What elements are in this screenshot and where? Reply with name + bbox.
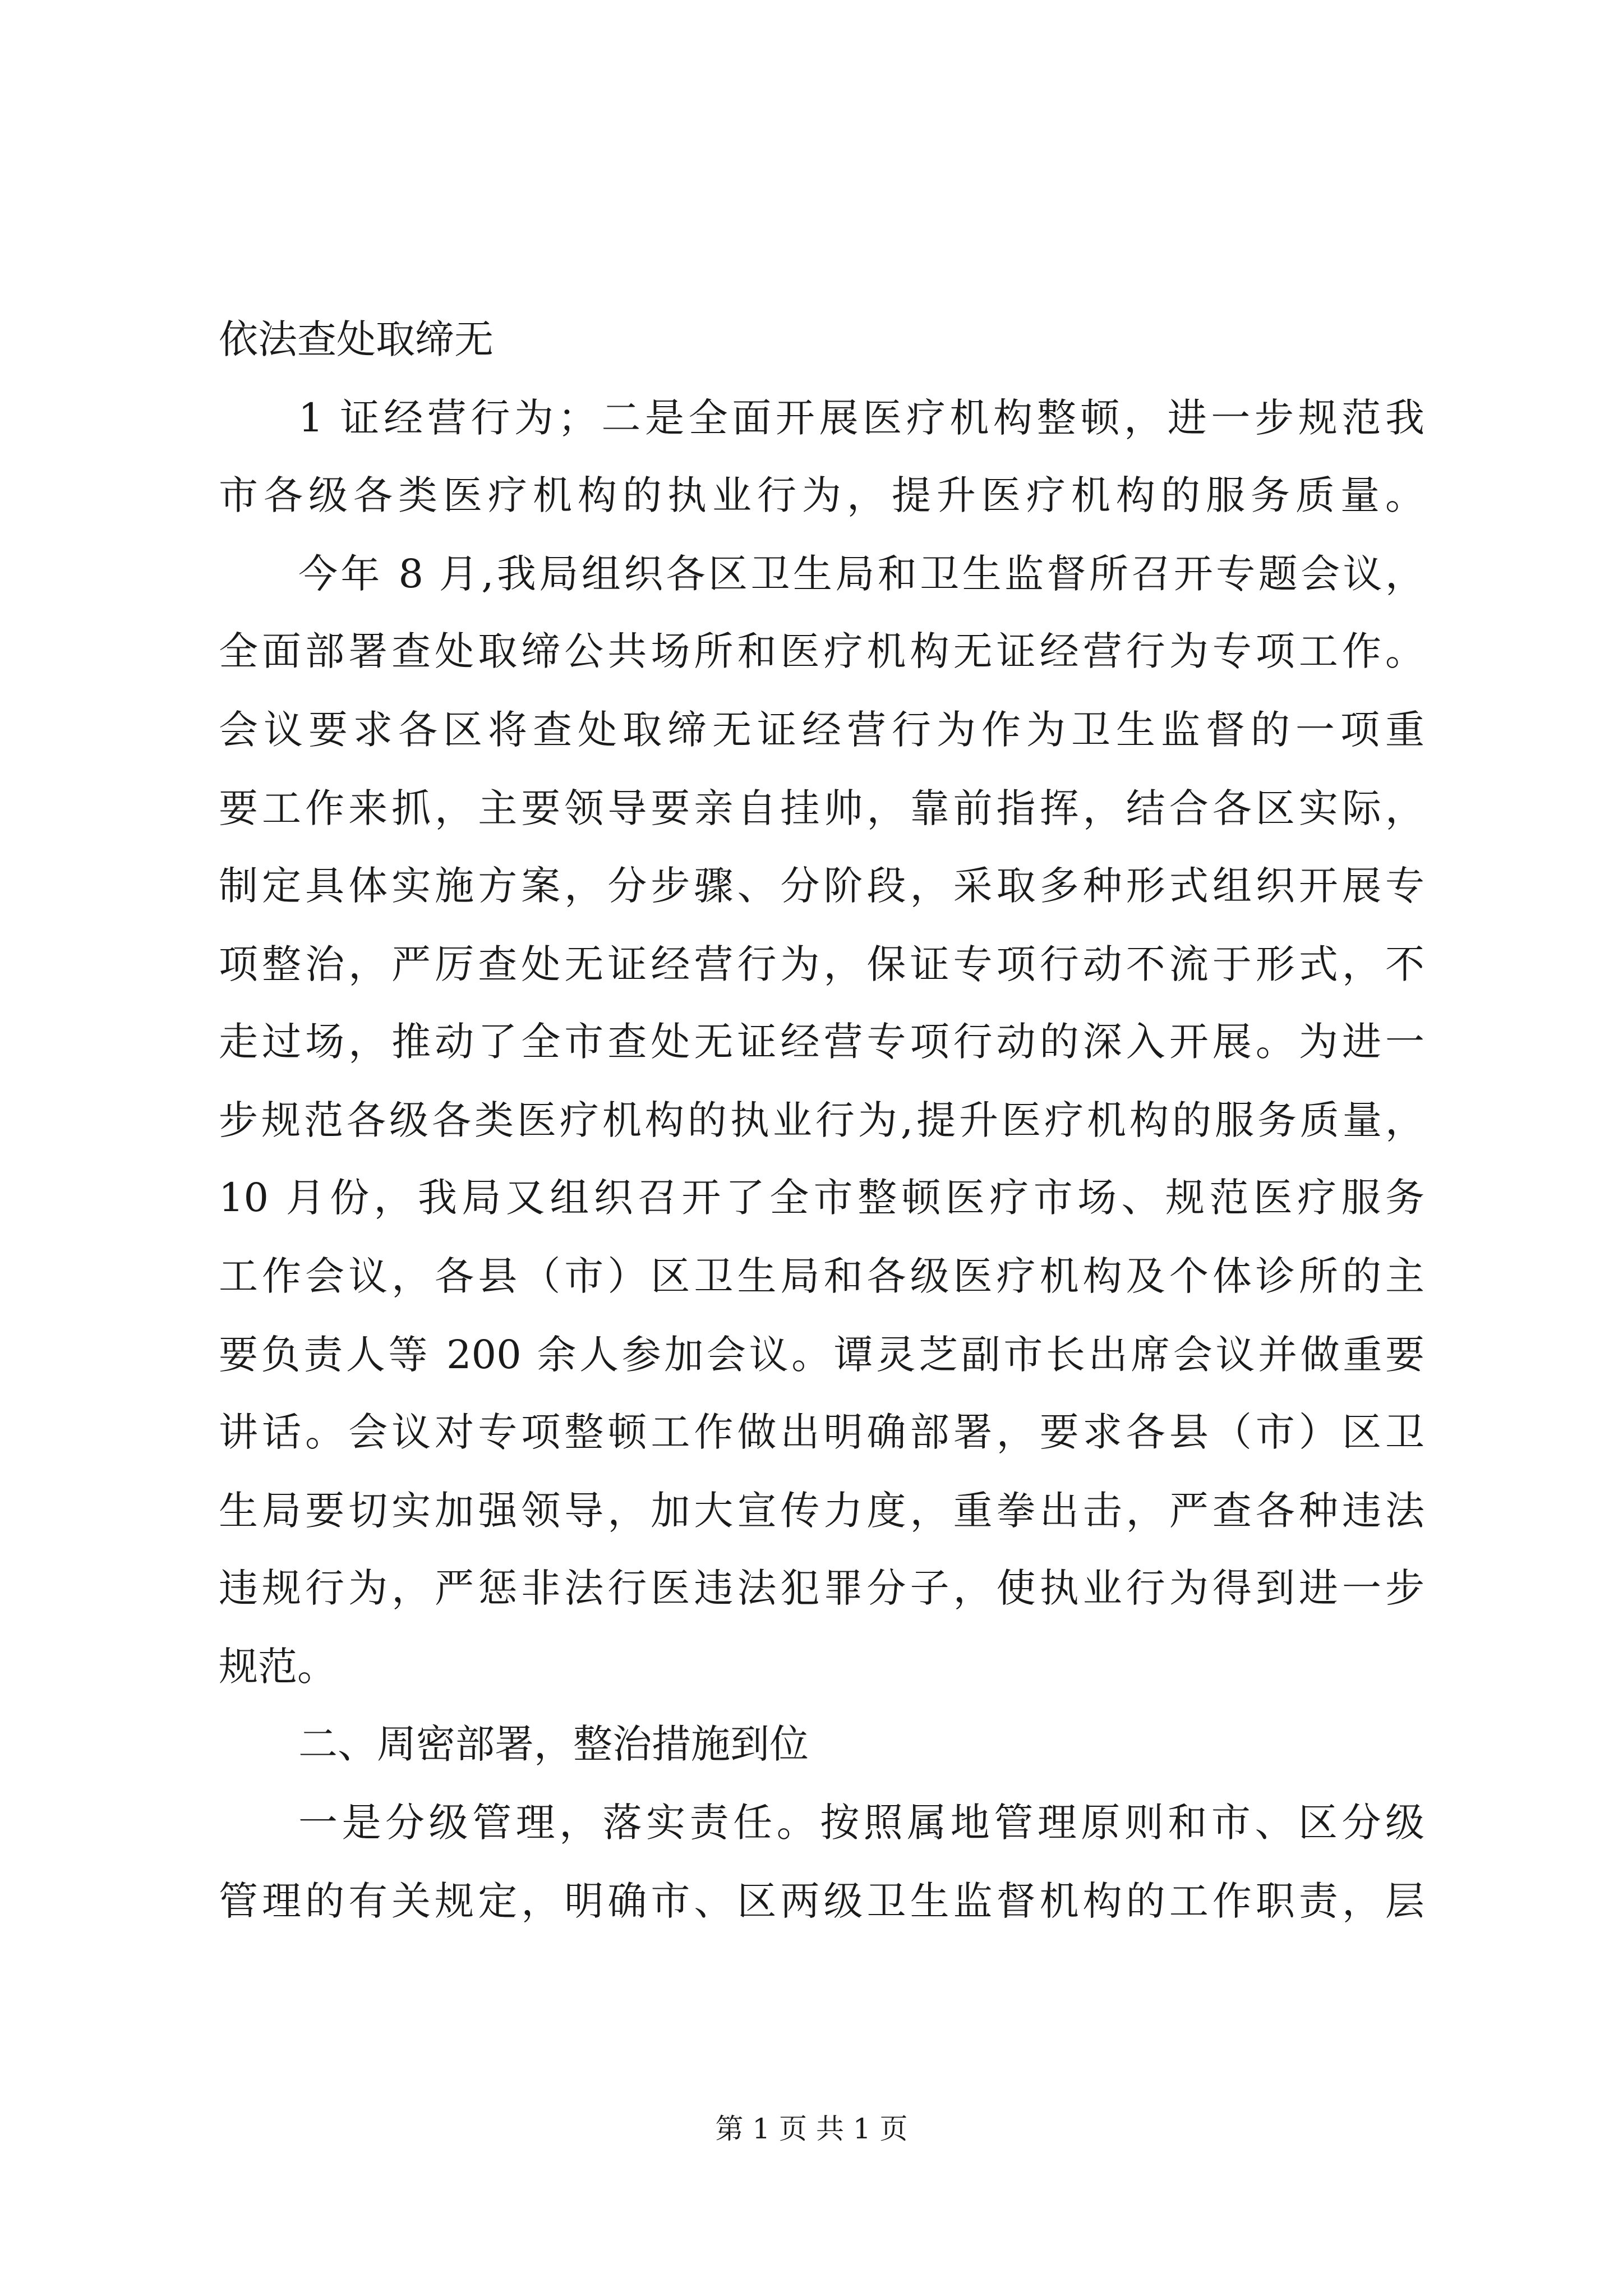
text-line-21: 管理的有关规定，明确市、区两级卫生监督机构的工作职责，层 [219, 1878, 1424, 1924]
section-heading: 二、周密部署，整治措施到位 [298, 1721, 809, 1767]
text-line-1: 依法查处取缔无 [219, 316, 494, 362]
text-line-7: 要工作来抓，主要领导要亲自挂帅，靠前指挥，结合各区实际， [219, 785, 1424, 831]
text-line-18: 规范。 [219, 1644, 336, 1690]
text-line-13: 工作会议，各县（市）区卫生局和各级医疗机构及个体诊所的主 [219, 1253, 1424, 1299]
text-line-6: 会议要求各区将查处取缔无证经营行为作为卫生监督的一项重 [219, 707, 1424, 753]
text-line-10: 走过场，推动了全市查处无证经营专项行动的深入开展。为进一 [219, 1019, 1424, 1065]
page-footer: 第 1 页 共 1 页 [715, 2113, 908, 2145]
text-line-17: 违规行为，严惩非法行医违法犯罪分子，使执业行为得到进一步 [219, 1565, 1424, 1611]
text-line-8: 制定具体实施方案，分步骤、分阶段，采取多种形式组织开展专 [219, 863, 1424, 909]
text-line-2: 1 证经营行为；二是全面开展医疗机构整顿，进一步规范我 [298, 395, 1424, 441]
text-line-16: 生局要切实加强领导，加大宣传力度，重拳出击，严查各种违法 [219, 1488, 1424, 1534]
text-line-11: 步规范各级各类医疗机构的执业行为,提升医疗机构的服务质量， [219, 1097, 1424, 1143]
text-line-3: 市各级各类医疗机构的执业行为，提升医疗机构的服务质量。 [219, 472, 1424, 518]
text-line-9: 项整治，严厉查处无证经营行为，保证专项行动不流于形式，不 [219, 941, 1424, 987]
text-line-12: 10 月份，我局又组织召开了全市整顿医疗市场、规范医疗服务 [219, 1175, 1424, 1221]
text-line-4: 今年 8 月,我局组织各区卫生局和卫生监督所召开专题会议， [298, 551, 1424, 597]
text-line-5: 全面部署查处取缔公共场所和医疗机构无证经营行为专项工作。 [219, 628, 1424, 674]
text-line-20: 一是分级管理，落实责任。按照属地管理原则和市、区分级 [298, 1800, 1424, 1846]
text-line-15: 讲话。会议对专项整顿工作做出明确部署，要求各县（市）区卫 [219, 1409, 1424, 1455]
text-line-14: 要负责人等 200 余人参加会议。谭灵芝副市长出席会议并做重要 [219, 1332, 1424, 1378]
